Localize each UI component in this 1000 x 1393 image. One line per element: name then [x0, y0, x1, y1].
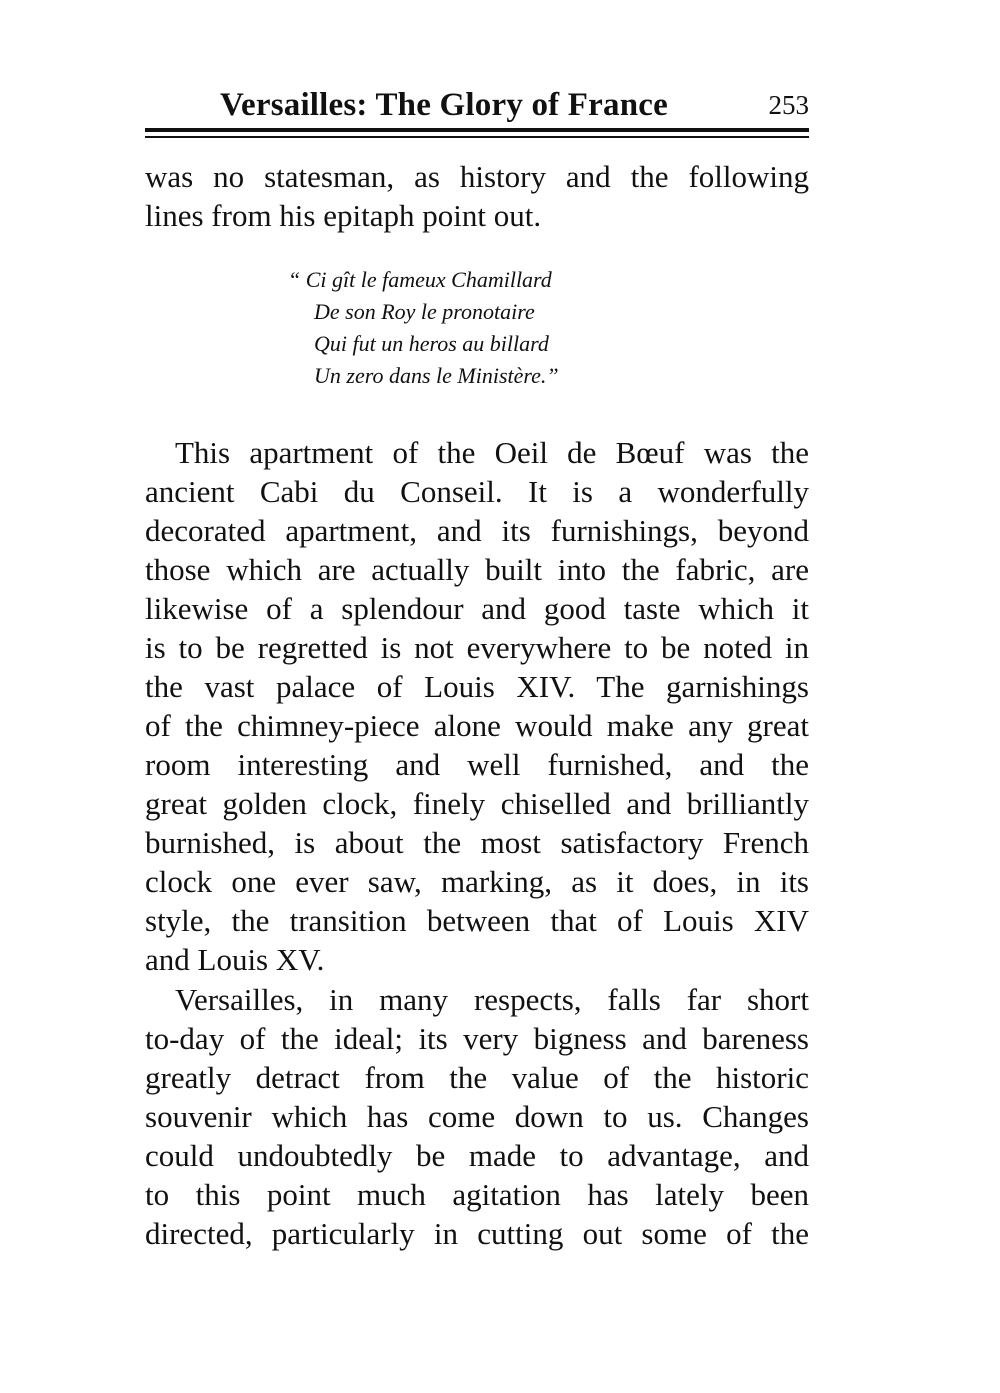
paragraph-1-line: style, the transition between that of Louis XIV — [145, 903, 809, 938]
paragraph-1-line: is to be regretted is not everywhere to be noted in — [145, 630, 809, 665]
paragraph-1-line: room interesting and well furnished, and the — [145, 747, 809, 782]
epitaph-line: “ Ci gît le fameux Chamillard — [288, 267, 552, 292]
paragraph-1-line: great golden clock, finely chiselled and brilliantly — [145, 786, 809, 821]
paragraph-1-line: those which are actually built into the fabric, are — [145, 552, 809, 587]
paragraph-2-line: to this point much agitation has lately been — [145, 1177, 809, 1212]
paragraph-1-line: and Louis XV. — [145, 942, 325, 977]
running-head — [145, 86, 809, 124]
intro-line: lines from his epitaph point out. — [145, 198, 542, 233]
epitaph-line: Un zero dans le Ministère.” — [314, 363, 559, 388]
paragraph-1-line: likewise of a splendour and good taste which it — [145, 591, 809, 626]
intro-line: was no statesman, as history and the following — [145, 159, 809, 194]
paragraph-2-line: greatly detract from the value of the historic — [145, 1060, 809, 1095]
paragraph-1-line: This apartment of the Oeil de Bœuf was the — [175, 435, 809, 470]
epitaph-line: De son Roy le pronotaire — [314, 299, 535, 324]
epitaph-line: Qui fut un heros au billard — [314, 331, 549, 356]
paragraph-1-line: clock one ever saw, marking, as it does, in its — [145, 864, 809, 899]
paragraph-1-line: the vast palace of Louis XIV. The garnishings — [145, 669, 809, 704]
header-rule-thick — [145, 128, 809, 132]
paragraph-2-line: could undoubtedly be made to advantage, and — [145, 1138, 809, 1173]
paragraph-2-line: Versailles, in many respects, falls far short — [175, 982, 809, 1017]
paragraph-2-line: to-day of the ideal; its very bigness and bareness — [145, 1021, 809, 1056]
paragraph-1-line: decorated apartment, and its furnishings, beyond — [145, 513, 809, 548]
running-title: Versailles: The Glory of France — [220, 87, 668, 123]
header-rule-thin — [145, 136, 809, 138]
paragraph-2-line: directed, particularly in cutting out some of the — [145, 1216, 809, 1251]
paragraph-2-line: souvenir which has come down to us. Changes — [145, 1099, 809, 1134]
paragraph-1-line: of the chimney-piece alone would make any great — [145, 708, 809, 743]
page-number: 253 — [768, 90, 809, 120]
paragraph-1-line: burnished, is about the most satisfactory French — [145, 825, 809, 860]
paragraph-1-line: ancient Cabi du Conseil. It is a wonderfully — [145, 474, 809, 509]
